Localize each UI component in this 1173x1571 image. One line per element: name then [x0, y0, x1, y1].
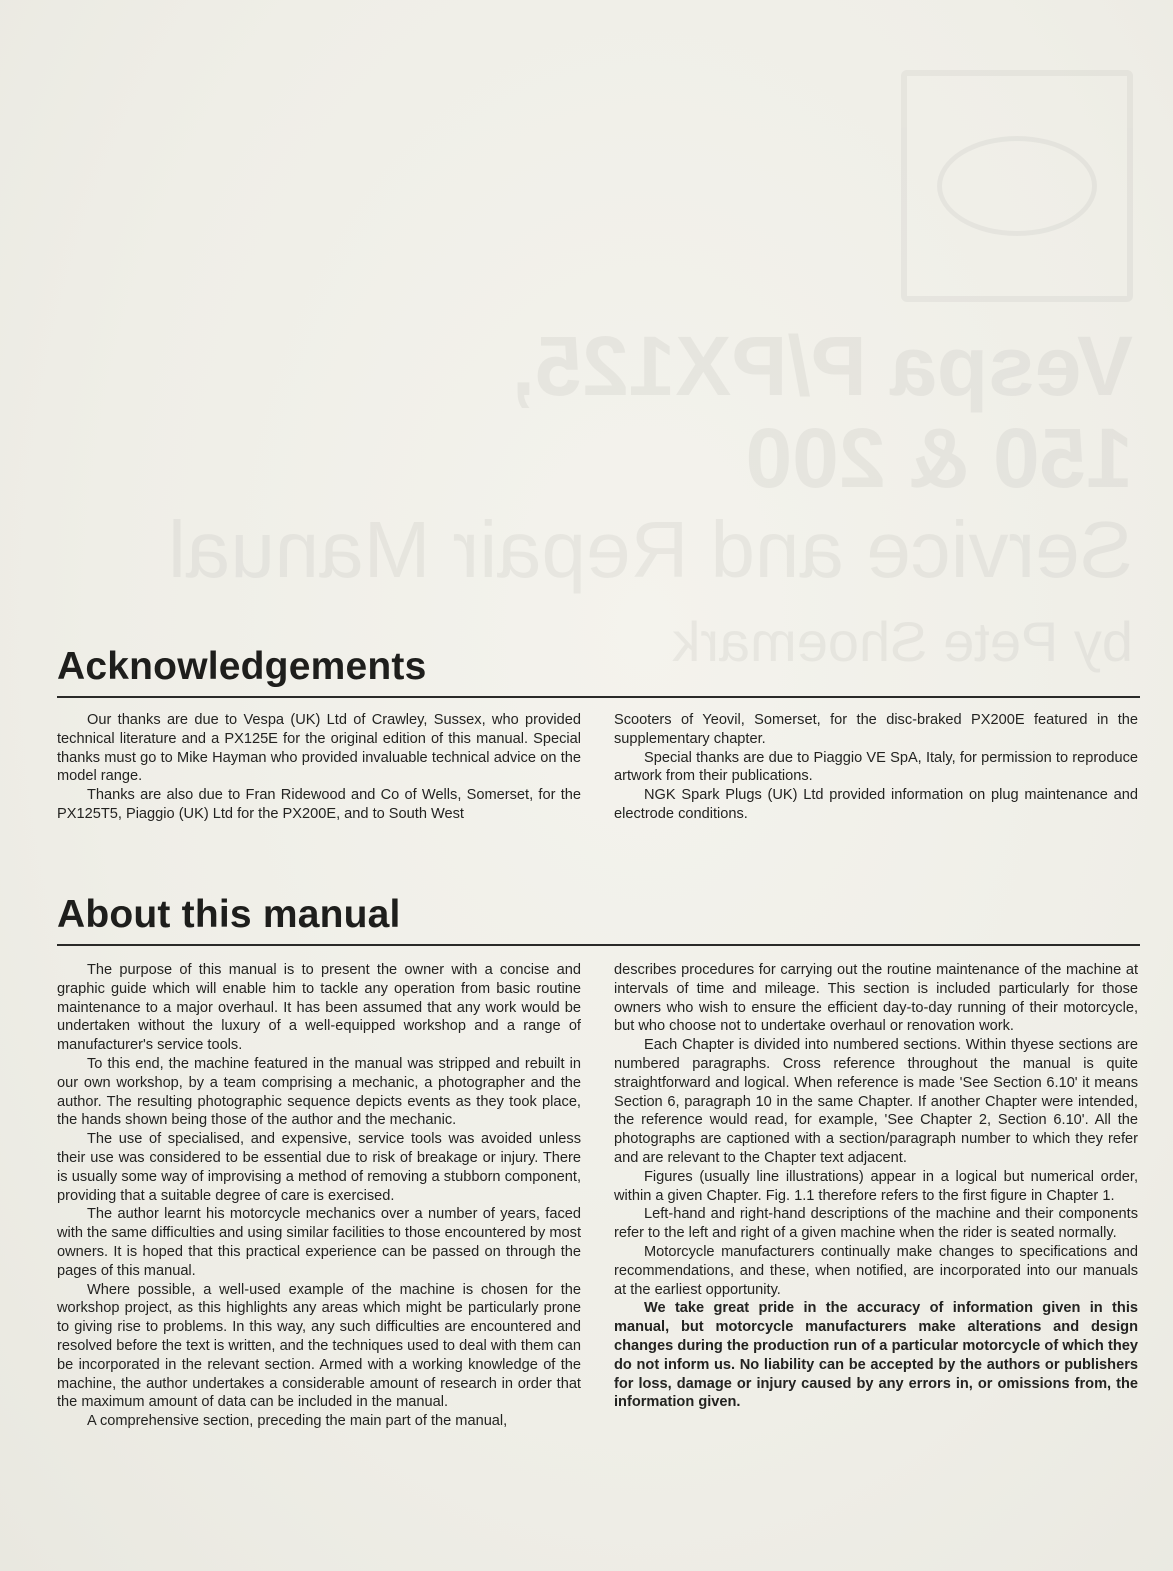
body-paragraph: Our thanks are due to Vespa (UK) Ltd of Crawley, Sussex, who provided technical literature and a PX125E for the original edition of this manual. Special thanks must go to Mike Hayman who provided invaluable technical advice on the model range. [57, 712, 581, 785]
body-paragraph: describes procedures for carrying out the routine maintenance of the machine at intervals of time and mileage. This section is included particularly for those owners who wish to ensure the efficient day-to-day running of their motorcycle, but who choose not to undertake overhaul or renovation work. [614, 962, 1138, 1035]
body-paragraph: To this end, the machine featured in the manual was stripped and rebuilt in our own workshop, by a team comprising a mechanic, a photographer and the author. The resulting photographic sequence depicts events as they took place, the hands shown being those of the author and the mechanic. [57, 1055, 581, 1129]
body-paragraph: Thanks are also due to Fran Ridewood and Co of Wells, Somerset, for the PX125T5, Piaggio (UK) Ltd for the PX200E, and to South West [57, 787, 581, 822]
body-paragraph: Where possible, a well-used example of the machine is chosen for the workshop project, as this highlights any areas which might be particularly prone to giving rise to problems. In this way, any such difficulties are encountered and resolved before the text is written, and the techniques used to deal with them can be incorporated in the relevant section. Armed with a working knowledge of the machine, the author undertakes a considerable amount of research in order that the maximum amount of data can be included in the manual. [57, 1281, 581, 1411]
body-paragraph: Motorcycle manufacturers continually make changes to specifications and recommendations, and these, when notified, are incorporated into our manuals at the earliest opportunity. [614, 1243, 1138, 1298]
show-through-line: by Pete Shoemark [672, 610, 1133, 673]
disclaimer-paragraph: We take great pride in the accuracy of information given in this manual, but motorcycle manufacturers make alterations and design changes during the production run of a particular motorcycle of which they do not inform us. No liability can be accepted by the authors or publishers for loss, damage or injury caused by any errors in, or omissions from, the information given. [614, 1300, 1138, 1411]
show-through-line: Vespa P/PX125, [511, 319, 1133, 413]
body-paragraph: NGK Spark Plugs (UK) Ltd provided information on plug maintenance and electrode conditions. [614, 787, 1138, 822]
about-manual-column-right [614, 961, 1138, 1412]
body-paragraph: The author learnt his motorcycle mechanics over a number of years, faced with the same difficulties and using similar facilities to those encountered by most owners. It is hoped that this practical experience can be passed on through the pages of this manual. [57, 1206, 581, 1279]
about-manual-column-left [57, 961, 581, 1431]
show-through-line: 150 & 200 [745, 411, 1133, 505]
body-paragraph: The purpose of this manual is to present the owner with a concise and graphic guide which will enable him to tackle any operation from basic routine maintenance to a major overhaul. It has been assumed that any work would be undertaken without the luxury of a well-equipped workshop and a range of manufacturer's service tools. [57, 962, 581, 1054]
cover-title-show-through [168, 320, 1133, 688]
about-manual-rule [57, 944, 1140, 946]
reverse-side-show-through [0, 0, 1173, 720]
acknowledgements-column-right [614, 711, 1138, 824]
body-paragraph: The use of specialised, and expensive, service tools was avoided unless their use was considered to be essential due to risk of breakage or injury. There is usually some way of improvising a method of removing a stubborn component, providing that a suitable degree of care is exercised. [57, 1131, 581, 1204]
body-paragraph: Figures (usually line illustrations) appear in a logical but numerical order, within a given Chapter. Fig. 1.1 therefore refers to the first figure in Chapter 1. [614, 1168, 1138, 1204]
haynes-logo-show-through [901, 70, 1133, 302]
acknowledgements-column-left [57, 711, 581, 824]
body-paragraph: Each Chapter is divided into numbered sections. Within thyese sections are numbered paragraphs. Cross reference throughout the manual is quite straightforward and logical. When reference is made 'See Section 6.10' it means Section 6, paragraph 10 in the same Chapter. If another Chapter were intended, the reference would read, for example, 'See Chapter 2, Section 6.10'. All the photographs are captioned with a section/paragraph number to which they refer and are relevant to the Chapter text adjacent. [614, 1037, 1138, 1166]
acknowledgements-heading: Acknowledgements [57, 645, 427, 688]
show-through-line: Service and Repair Manual [168, 505, 1133, 594]
body-paragraph: Special thanks are due to Piaggio VE SpA, Italy, for permission to reproduce artwork from their publications. [614, 749, 1138, 785]
body-paragraph: Scooters of Yeovil, Somerset, for the disc-braked PX200E featured in the supplementary chapter. [614, 712, 1138, 747]
body-paragraph: A comprehensive section, preceding the main part of the manual, [87, 1413, 508, 1430]
acknowledgements-rule [57, 696, 1140, 698]
about-manual-heading: About this manual [57, 893, 401, 936]
body-paragraph: Left-hand and right-hand descriptions of the machine and their components refer to the left and right of a given machine when the rider is seated normally. [614, 1206, 1138, 1242]
